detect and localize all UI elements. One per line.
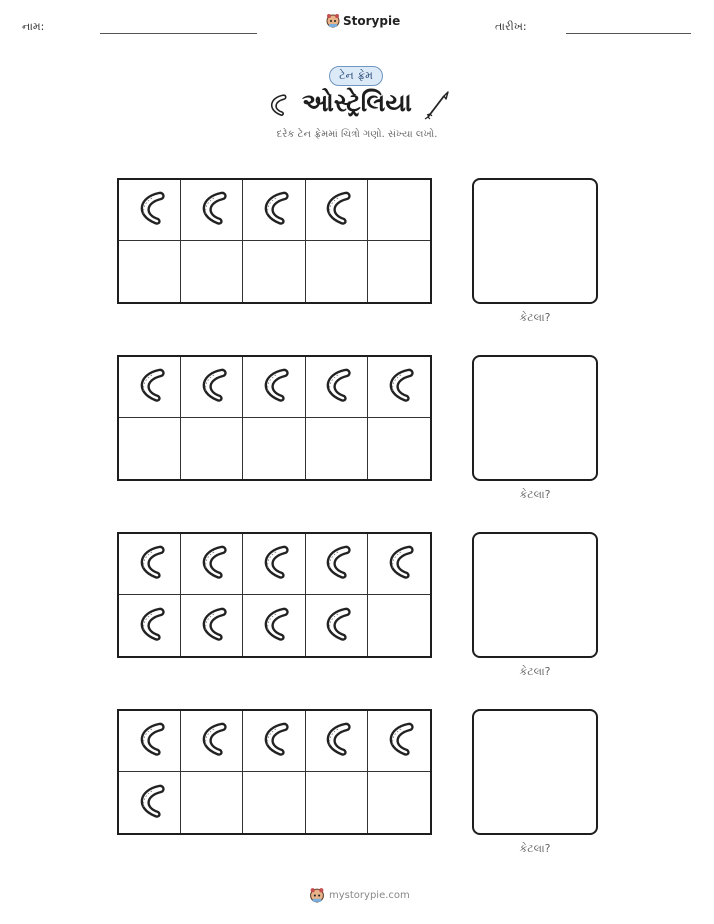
- ten-frame-cell: [119, 180, 181, 241]
- boomerang-icon: [254, 542, 294, 586]
- ten-frame-cell: [119, 711, 181, 772]
- date-field[interactable]: [566, 33, 691, 34]
- ten-frame-cell: [119, 241, 181, 302]
- boomerang-icon: [254, 365, 294, 409]
- mascot-icon: [309, 887, 325, 903]
- ten-frame-cell: [181, 534, 243, 595]
- name-field[interactable]: [100, 33, 257, 34]
- boomerang-icon: [379, 542, 419, 586]
- brand-logo: [326, 13, 400, 28]
- ten-frame-cell: [368, 772, 430, 833]
- answer-box[interactable]: [472, 709, 598, 835]
- boomerang-icon: [130, 604, 170, 648]
- page-title: ઓસ્ટ્રેલિયા: [302, 88, 412, 117]
- boomerang-icon: [316, 542, 356, 586]
- ten-frame-cell: [119, 772, 181, 833]
- ten-frame-cell: [306, 418, 368, 479]
- ten-frame-cell: [181, 241, 243, 302]
- ten-frame-cell: [119, 534, 181, 595]
- boomerang-icon: [130, 542, 170, 586]
- ten-frame: [117, 709, 432, 835]
- name-label: નામ:: [22, 20, 45, 33]
- boomerang-icon: [254, 719, 294, 763]
- ten-frame-cell: [119, 418, 181, 479]
- ten-frame-cell: [243, 595, 305, 656]
- boomerang-icon: [379, 719, 419, 763]
- boomerang-icon: [254, 188, 294, 232]
- ten-frame-cell: [181, 180, 243, 241]
- ten-frame-cell: [243, 180, 305, 241]
- ten-frame: [117, 355, 432, 481]
- how-many-label: કેટલા?: [519, 488, 551, 501]
- ten-frame: [117, 178, 432, 304]
- ten-frame-cell: [243, 711, 305, 772]
- ten-frame-cell: [243, 772, 305, 833]
- spear-icon: [424, 90, 450, 124]
- ten-frame-cell: [181, 357, 243, 418]
- footer: [309, 887, 410, 903]
- ten-frame-cell: [306, 772, 368, 833]
- boomerang-icon: [316, 604, 356, 648]
- ten-frame-cell: [306, 711, 368, 772]
- boomerang-icon: [130, 188, 170, 232]
- boomerang-icon: [130, 719, 170, 763]
- boomerang-icon: [264, 92, 290, 122]
- boomerang-icon: [192, 542, 232, 586]
- answer-box[interactable]: [472, 178, 598, 304]
- ten-frame-cell: [368, 357, 430, 418]
- ten-frame-cell: [368, 595, 430, 656]
- ten-frame-cell: [306, 595, 368, 656]
- ten-frame-cell: [368, 418, 430, 479]
- boomerang-icon: [130, 781, 170, 825]
- boomerang-icon: [192, 188, 232, 232]
- boomerang-icon: [192, 604, 232, 648]
- boomerang-icon: [192, 719, 232, 763]
- how-many-label: કેટલા?: [519, 665, 551, 678]
- date-label: તારીખ:: [495, 20, 527, 33]
- ten-frame-cell: [306, 180, 368, 241]
- boomerang-icon: [192, 365, 232, 409]
- ten-frame-cell: [368, 534, 430, 595]
- ten-frame-cell: [243, 357, 305, 418]
- how-many-label: કેટલા?: [519, 842, 551, 855]
- boomerang-icon: [316, 719, 356, 763]
- answer-box[interactable]: [472, 355, 598, 481]
- ten-frame-cell: [368, 711, 430, 772]
- answer-box[interactable]: [472, 532, 598, 658]
- how-many-label: કેટલા?: [519, 311, 551, 324]
- ten-frame-cell: [243, 534, 305, 595]
- ten-frame: [117, 532, 432, 658]
- ten-frame-badge: ટેન ફ્રેમ: [329, 66, 383, 86]
- ten-frame-cell: [181, 595, 243, 656]
- ten-frame-cell: [181, 711, 243, 772]
- ten-frame-cell: [119, 595, 181, 656]
- ten-frame-cell: [306, 357, 368, 418]
- boomerang-icon: [379, 365, 419, 409]
- boomerang-icon: [130, 365, 170, 409]
- instruction-text: દરેક ટેન ફ્રેમમાં ચિત્રો ગણો. સંખ્યા લખો.: [276, 129, 438, 140]
- boomerang-icon: [316, 188, 356, 232]
- ten-frame-cell: [368, 180, 430, 241]
- ten-frame-cell: [306, 534, 368, 595]
- brand-name: Storypie: [343, 13, 401, 28]
- ten-frame-cell: [181, 418, 243, 479]
- boomerang-icon: [254, 604, 294, 648]
- footer-url[interactable]: mystorypie.com: [329, 889, 410, 901]
- ten-frame-cell: [243, 418, 305, 479]
- boomerang-icon: [316, 365, 356, 409]
- ten-frame-cell: [181, 772, 243, 833]
- mascot-icon: [326, 13, 340, 28]
- ten-frame-cell: [119, 357, 181, 418]
- ten-frame-cell: [243, 241, 305, 302]
- ten-frame-cell: [306, 241, 368, 302]
- ten-frame-cell: [368, 241, 430, 302]
